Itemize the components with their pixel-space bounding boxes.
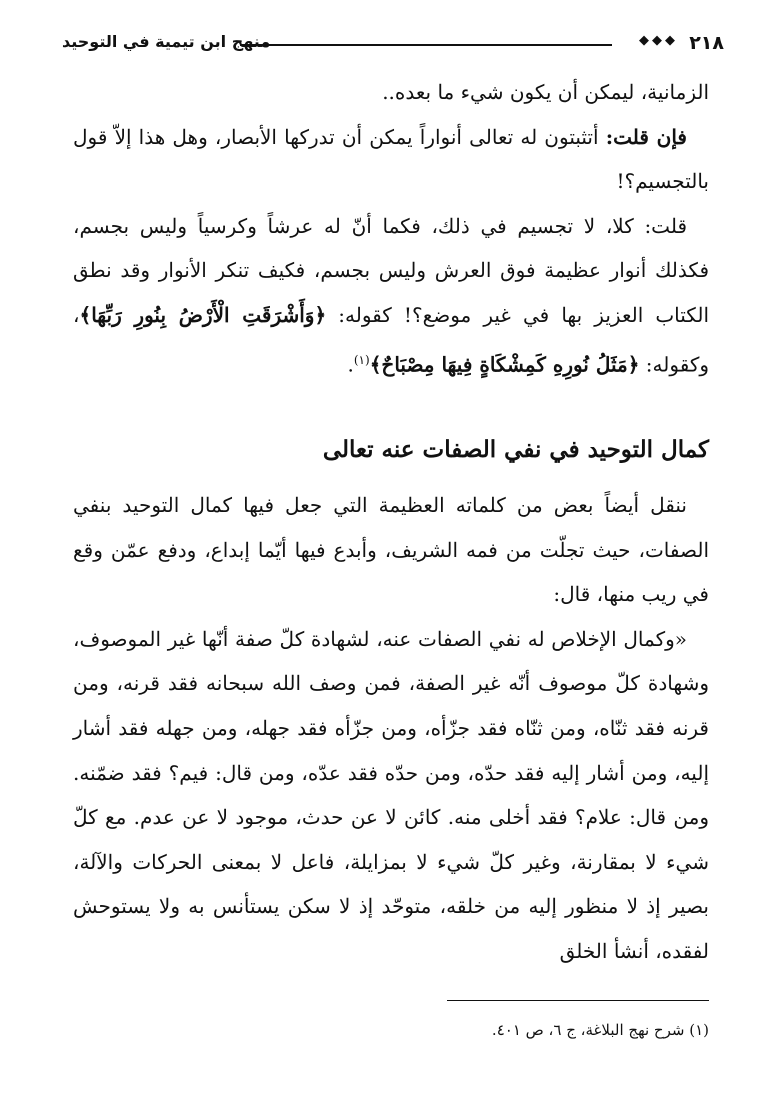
question-lead: فإن قلت: (605, 124, 687, 149)
section-text (73, 483, 709, 974)
paragraph: ننقل أيضاً بعض من كلماته العظيمة التي جعل فيها كمال التوحيد بنفي الصفات، حيث تجلّت من فمه الشريف، وأبدع فيها أيّما إبداع، ودفع عمّن وقع في ريب منها، قال: (73, 493, 709, 607)
paragraph (73, 115, 709, 204)
page-number: ٢١٨ (689, 32, 724, 54)
page-header (62, 30, 724, 60)
paragraph-text: ، وكقوله: (73, 302, 709, 377)
paragraph (73, 204, 709, 387)
section-heading: كمال التوحيد في نفي الصفات عنه تعالى (322, 436, 709, 463)
footnote: (١) شرح نهج البلاغة، ج ٦، ص ٤٠١. (491, 1021, 709, 1039)
paragraph-text: . (347, 352, 354, 377)
header-ornament: ◆◆◆ (639, 33, 678, 48)
header-rule (240, 44, 612, 46)
paragraph: الزمانية، ليمكن أن يكون شيء ما بعده.. (382, 80, 709, 104)
quran-verse: ﴿مَثَلُ نُورِهِ كَمِشْكَاةٍ فِيهَا مِصْبَاحٌ﴾ (369, 352, 640, 377)
paragraph-text: أتثبتون له تعالى أنواراً يمكن أن تدركها الأبصار، وهل هذا إلاّ قول بالتجسيم؟! (73, 124, 709, 194)
running-title: منهج ابن تيمية في التوحيد (62, 32, 271, 51)
paragraph-text: قلت: كلا، لا تجسيم في ذلك، فكما أنّ له عرشاً وكرسياً وليس بجسم، فكذلك أنوار عظيمة فوق العرش وليس بجسم، فكيف تنكر الأنوار وقد نطق الكتاب العزيز بها في غير موضع؟! كقوله: (73, 213, 710, 327)
footnote-rule (447, 1000, 709, 1001)
body-text (73, 70, 709, 387)
quote-paragraph: «وكمال الإخلاص له نفي الصفات عنه، لشهادة كلّ صفة أنّها غير الموصوف، وشهادة كلّ موصوف أنّه غير الصفة، فمن وصف الله سبحانه فقد قرنه، ومن قرنه فقد ثنّاه، ومن ثنّاه فقد جزّأه، ومن جزّأه فقد جهله، ومن جهله فقد أشار إليه، ومن أشار إليه فقد حدّه، ومن حدّه فقد عدّه، ومن قال: فيم؟ فقد ضمّنه. ومن قال: علام؟ فقد أخلى منه. كائن لا عن حدث، موجود لا عن عدم. مع كلّ شيء لا بمقارنة، وغير كلّ شيء لا بمزايلة، فاعل لا بمعنى الحركات والآلة، بصير إذ لا منظور إليه من خلقه، متوحّد إذ لا سكن يستأنس به ولا يستوحش لفقده، أنشأ الخلق (73, 626, 710, 963)
footnote-reference[interactable]: (١) (353, 352, 370, 367)
quran-verse: ﴿وَأَشْرَقَتِ الْأَرْضُ بِنُورِ رَبِّهَا﴾ (79, 302, 327, 327)
